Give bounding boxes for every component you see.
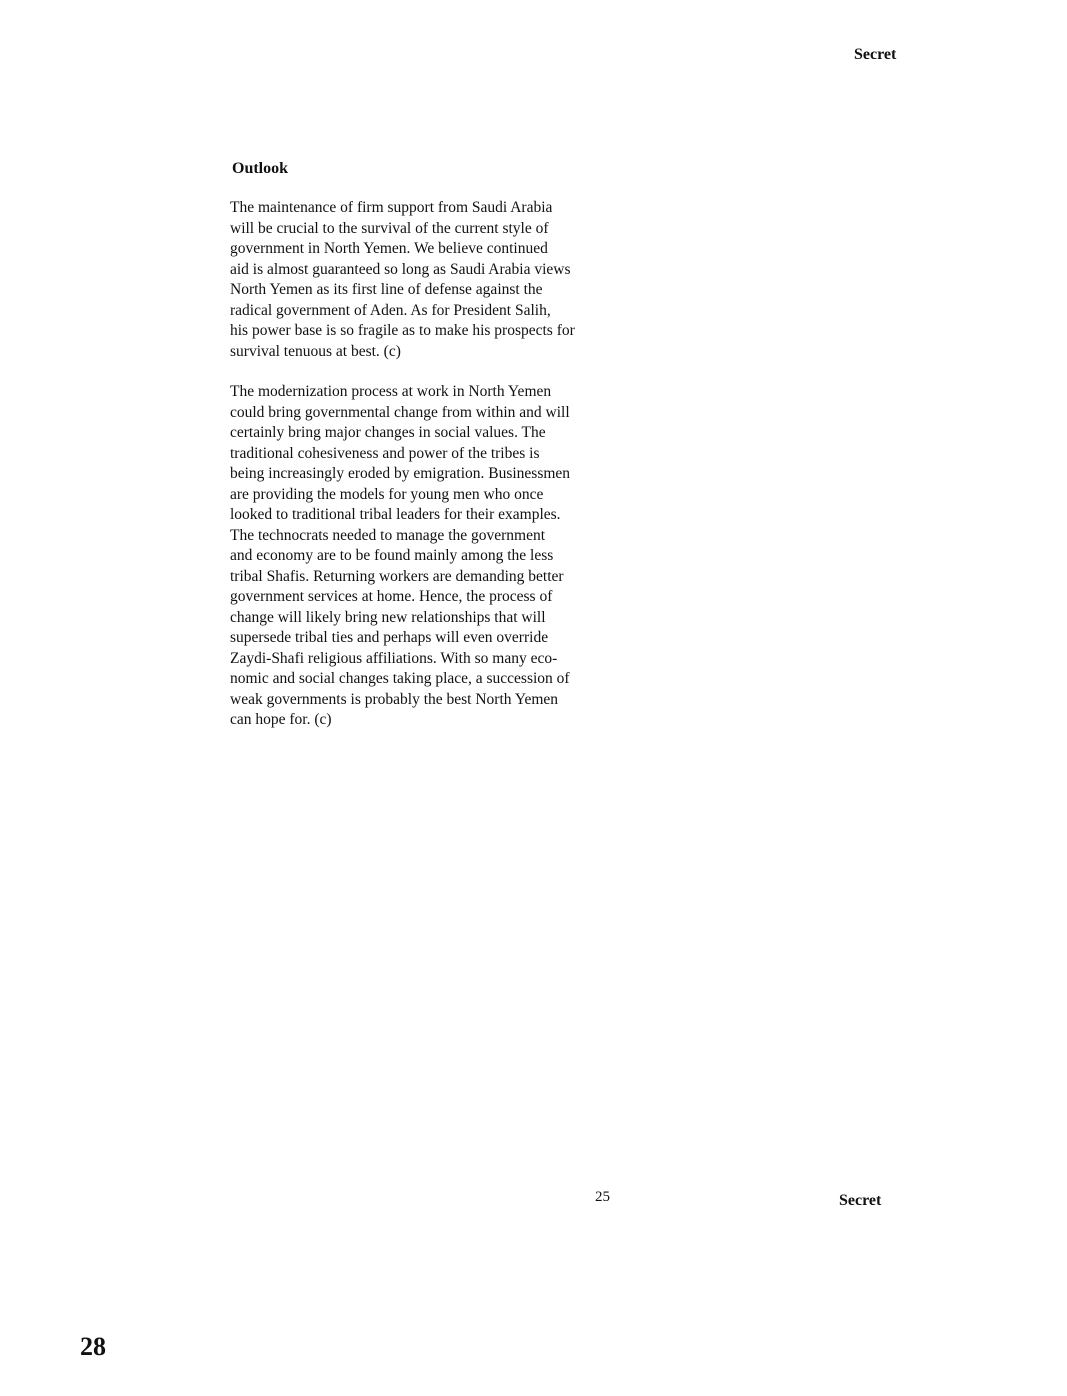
paragraph-line: government in North Yemen. We believe continued	[230, 240, 548, 257]
section-heading: Outlook	[232, 160, 289, 177]
paragraph-line: being increasingly eroded by emigration. Businessmen	[230, 465, 571, 482]
document-body	[230, 160, 628, 751]
paragraph-line: traditional cohesiveness and power of the tribes is	[230, 444, 540, 462]
paragraph-line: survival tenuous at best. (c)	[230, 342, 401, 360]
paragraph-line: his power base is so fragile as to make his prospects for	[230, 322, 575, 339]
paragraph-line: aid is almost guaranteed so long as Saudi Arabia views	[230, 260, 571, 278]
paragraph-line: radical government of Aden. As for President Salih,	[230, 301, 551, 319]
classification-marking-top: Secret	[854, 46, 897, 63]
paragraph-line: looked to traditional tribal leaders for their examples.	[230, 506, 561, 523]
paragraph-line: could bring governmental change from within and will	[230, 403, 570, 421]
paragraph-line: are providing the models for young men who once	[230, 485, 544, 503]
paragraph-1	[230, 198, 628, 362]
paragraph-line: can hope for. (c)	[230, 711, 332, 728]
paragraph-line: Zaydi-Shafi religious affiliations. With so many eco-	[230, 649, 558, 667]
paragraph-line: nomic and social changes taking place, a succession of	[230, 670, 570, 687]
paragraph-line: certainly bring major changes in social values. The	[230, 424, 546, 441]
paragraph-line: The technocrats needed to manage the government	[230, 526, 546, 544]
paragraph-line: supersede tribal ties and perhaps will even override	[230, 629, 549, 646]
paragraph-line: will be crucial to the survival of the current style of	[230, 219, 549, 237]
paragraph-line: weak governments is probably the best North Yemen	[230, 690, 559, 708]
paragraph-line: The modernization process at work in North Yemen	[230, 383, 552, 400]
paragraph-2	[230, 382, 628, 731]
paragraph-line: The maintenance of firm support from Saudi Arabia	[230, 199, 553, 216]
classification-marking-bottom: Secret	[839, 1192, 882, 1209]
paragraph-line: tribal Shafis. Returning workers are demanding better	[230, 567, 564, 585]
paragraph-line: change will likely bring new relationships that will	[230, 608, 546, 626]
page-number: 25	[595, 1189, 610, 1205]
sheet-number: 28	[80, 1332, 106, 1361]
paragraph-line: and economy are to be found mainly among the less	[230, 547, 554, 564]
paragraph-line: government services at home. Hence, the process of	[230, 588, 553, 605]
paragraph-line: North Yemen as its first line of defense against the	[230, 281, 543, 298]
